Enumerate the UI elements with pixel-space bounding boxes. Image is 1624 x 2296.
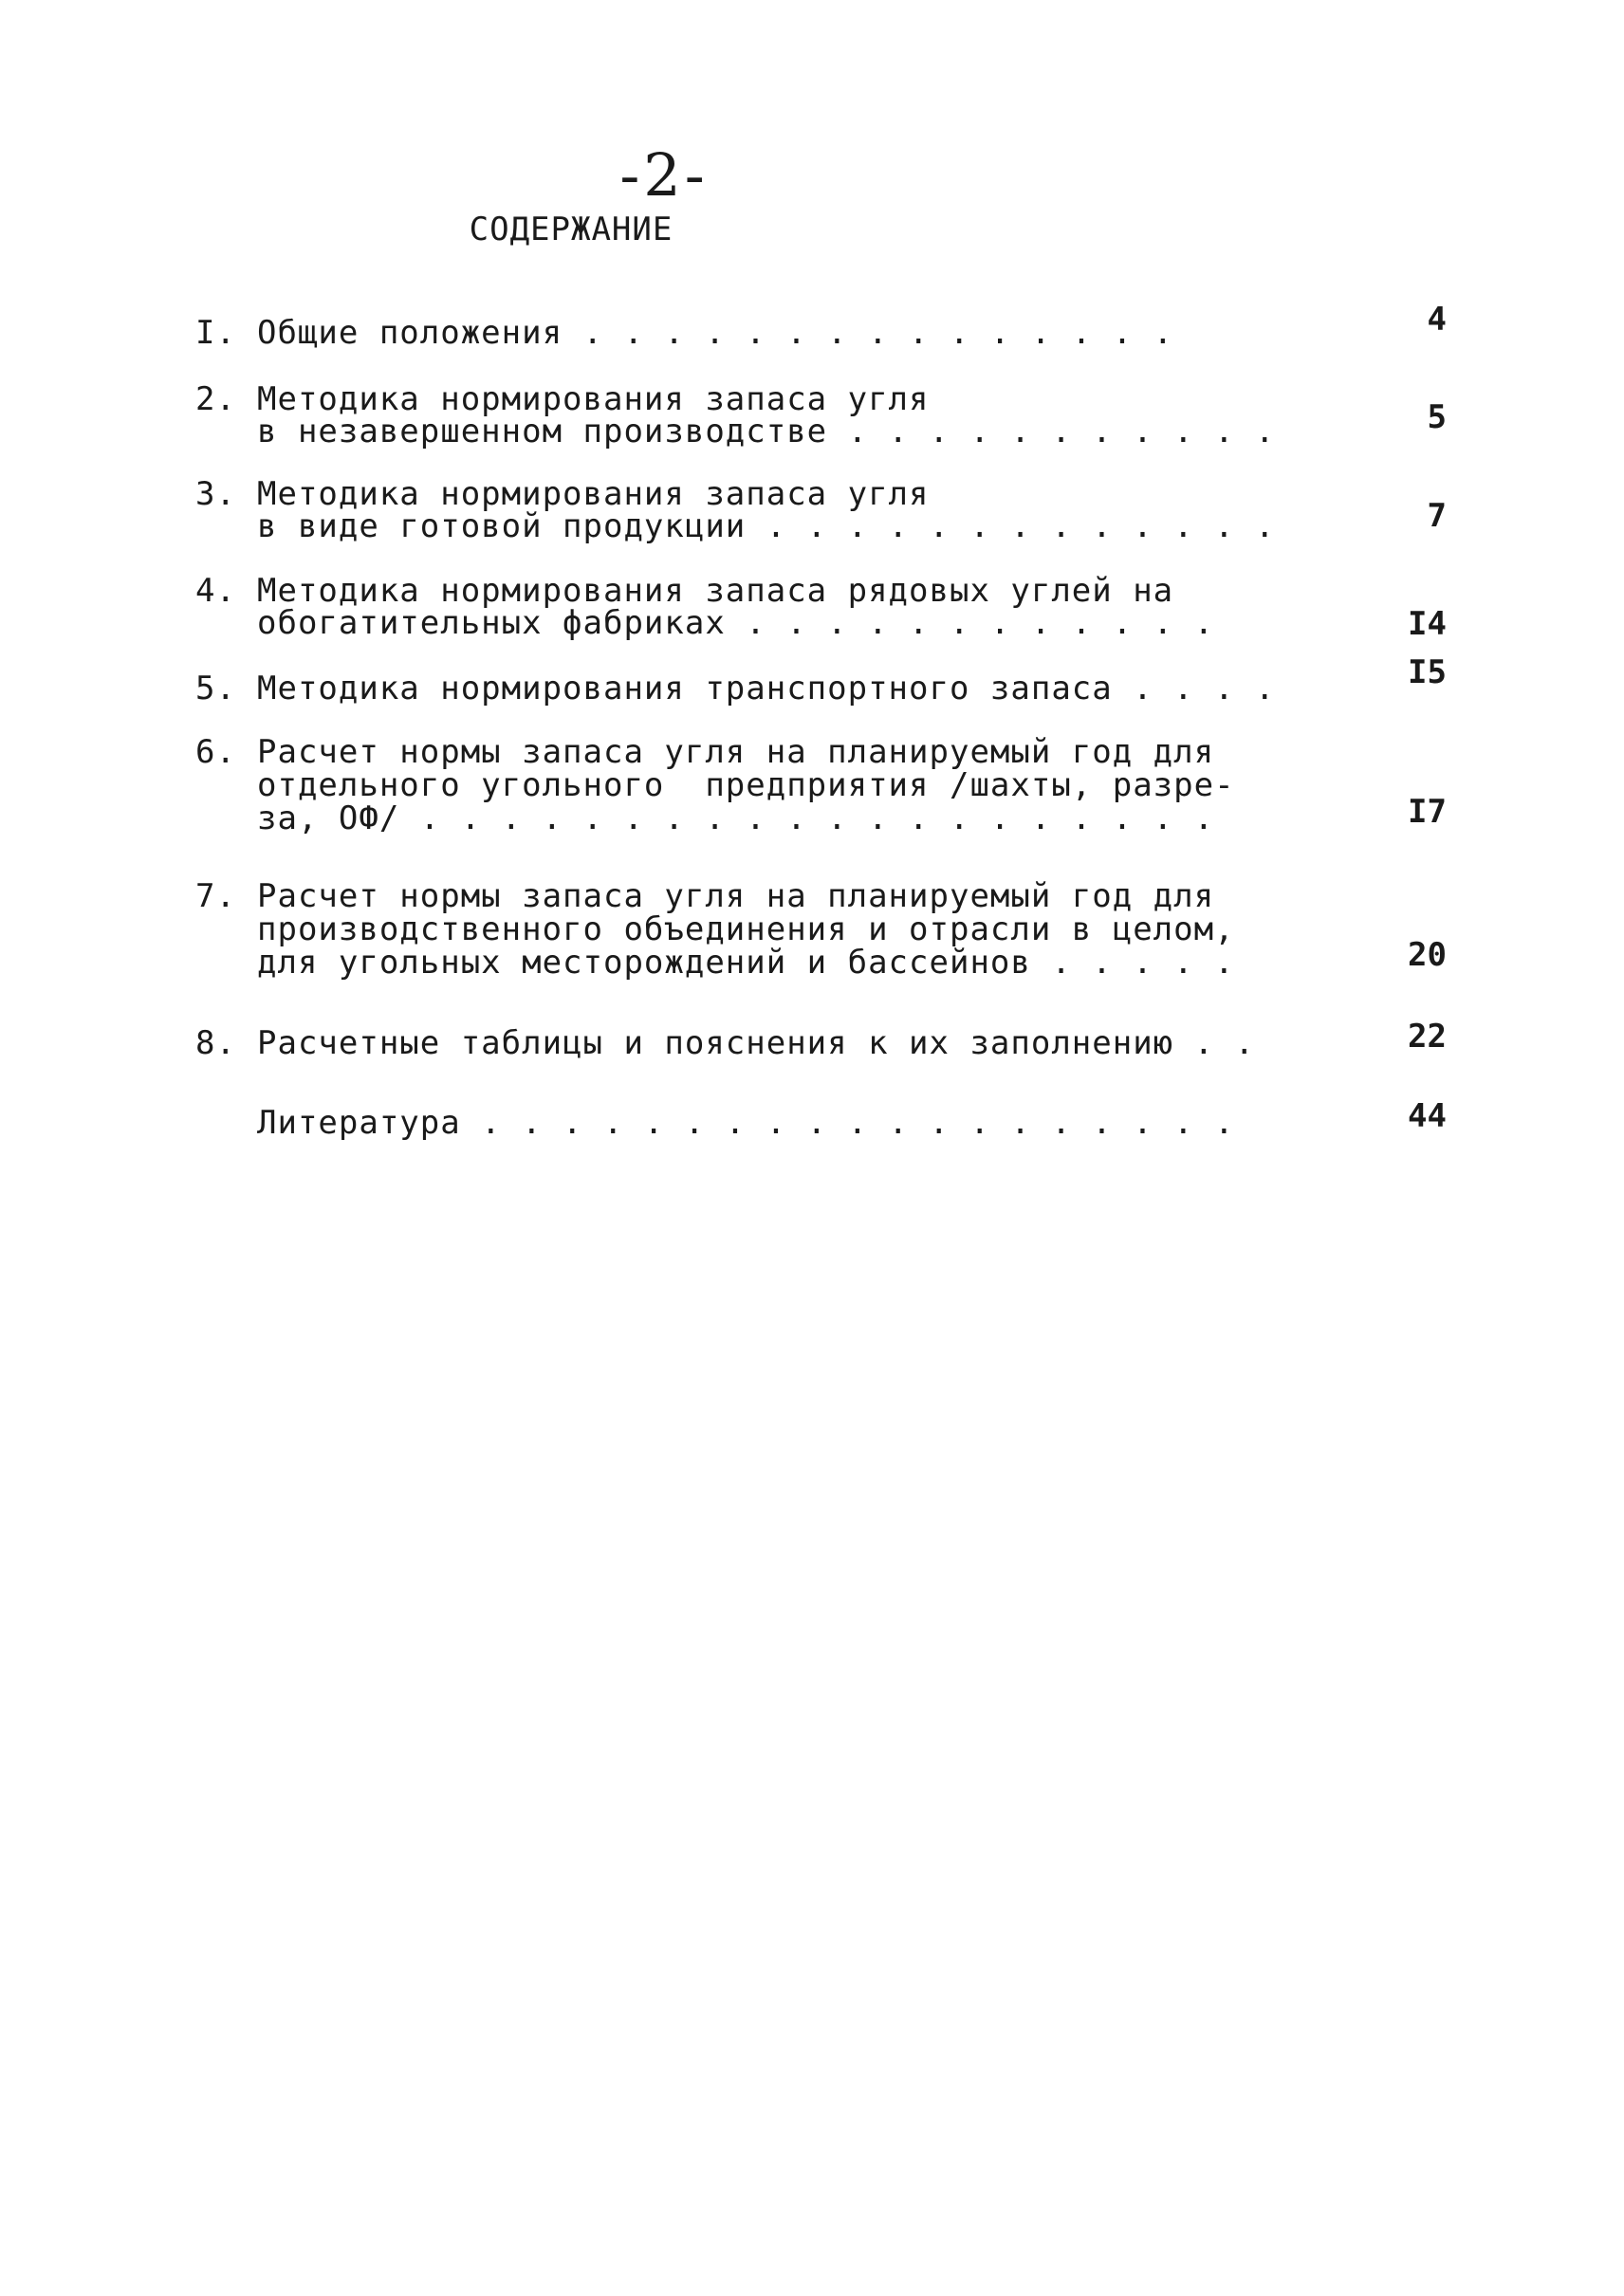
toc-entry-text: в виде готовой продукции . . . . . . . . . . . . . [257,507,1276,545]
toc-entry-text: Расчет нормы запаса угля на планируемый год для [257,877,1215,915]
toc-entry-text: Методика нормирования запаса угля [257,475,930,513]
toc-entry-number: 6. [195,733,236,771]
page-number: -2- [619,140,709,210]
toc-entry-text: Методика нормирования запаса угля [257,380,930,418]
toc-entry-text: обогатительных фабриках . . . . . . . . . . . . [257,604,1215,642]
toc-entry-text: Литература . . . . . . . . . . . . . . . . . . . [257,1104,1235,1142]
toc-entry-page: 20 [1408,936,1447,974]
toc-entry-text: за, ОФ/ . . . . . . . . . . . . . . . . . . . . [257,799,1215,837]
toc-entry-text: для угольных месторождений и бассейнов . . . . . [257,944,1235,982]
toc-entry-text: Методика нормирования запаса рядовых углей на [257,572,1174,610]
toc-entry-text: отдельного угольного предприятия /шахты, разре- [257,766,1235,804]
toc-entry-page: 44 [1408,1097,1447,1135]
toc-entry-page: I4 [1408,605,1447,643]
toc-entry-number: 4. [195,572,236,610]
toc-entry-text: Методика нормирования транспортного запаса . . . . [257,670,1276,707]
page-title: СОДЕРЖАНИЕ [469,211,674,248]
toc-entry-number: 8. [195,1024,236,1062]
toc-entry-number: I. [195,314,236,352]
toc-entry-number: 7. [195,877,236,915]
toc-entry-number: 5. [195,670,236,707]
toc-entry-text: производственного объединения и отрасли в целом, [257,910,1235,948]
toc-entry-number: 2. [195,380,236,418]
toc-entry-page: 22 [1408,1018,1447,1056]
toc-entry-text: Расчет нормы запаса угля на планируемый год для [257,733,1215,771]
toc-entry-number: 3. [195,475,236,513]
toc-entry-page: 4 [1427,301,1447,339]
toc-entry-page: I7 [1408,793,1447,831]
toc-entry-page: 7 [1427,497,1447,535]
toc-entry-page: 5 [1427,398,1447,436]
toc-entry-text: Расчетные таблицы и пояснения к их заполнению . . [257,1024,1256,1062]
toc-entry-text: Общие положения . . . . . . . . . . . . . . . [257,314,1174,352]
toc-entry-page: I5 [1408,653,1447,691]
toc-entry-text: в незавершенном производстве . . . . . . . . . . . [257,413,1276,450]
